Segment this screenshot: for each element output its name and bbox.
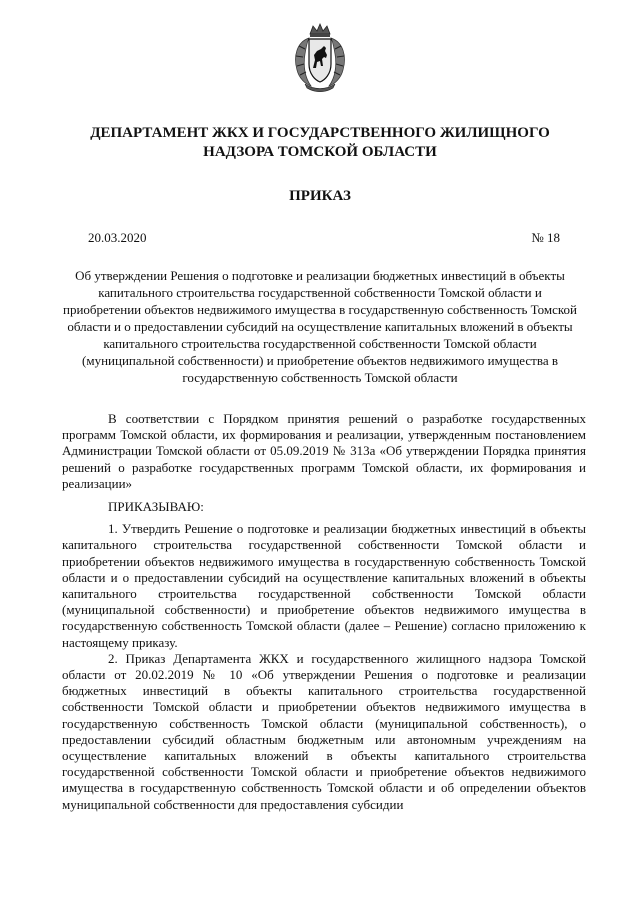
document-body <box>62 411 586 813</box>
department-title-line1: ДЕПАРТАМЕНТ ЖКХ И ГОСУДАРСТВЕННОГО ЖИЛИЩНОГО <box>90 125 550 141</box>
document-date: 20.03.2020 <box>88 230 147 245</box>
order-item-2: 2. Приказ Департамента ЖКХ и государственного жилищного надзора Томской области от 20.02.2019 № 10 «Об утверждении Решения о подготовке и реализации бюджетных инвестиций в объекты капитального строительства государственной собственности Томской области и приобретении объектов недвижимого имущества в государственную собственность Томской области (муниципальной собственность), о предоставлении субсидий областным бюджетным или автономным учреждениям на осуществление капитальных вложений в объекты капитального строительства государственной собственности Томской области и приобретение объектов недвижимого имущества в государственную собственность Томской области и об определении объектов муниципальной собственности для предоставления субсидии <box>62 650 586 812</box>
department-title <box>40 124 600 162</box>
document-subject: Об утверждении Решения о подготовке и реализации бюджетных инвестиций в объекты капитального строительства государственной собственности Томской области и приобретении объектов недвижимого имущества в государственную собственность Томской области и о предоставлении субсидий на осуществление капитальных вложений в объекты капитального строительства государственной собственности Томской области (муниципальной собственности) и приобретение объектов недвижимого имущества в государственную собственность Томской области <box>62 268 577 385</box>
document-number: № 18 <box>531 230 560 245</box>
order-word: ПРИКАЗЫВАЮ: <box>108 499 204 515</box>
preamble-paragraph: В соответствии с Порядком принятия решений о разработке государственных программ Томской области, их формирования и реализации, утвержденным постановлением Администрации Томской области от 05.09.2019 № 313а «Об утверждении Порядка принятия решений о разработке государственных программ Томской области, их формирования и реализации» <box>62 411 586 491</box>
document-type: ПРИКАЗ <box>289 188 351 204</box>
order-item-1: 1. Утвердить Решение о подготовке и реализации бюджетных инвестиций в объекты капитального строительства государственной собственности Томской области и приобретении объектов недвижимого имущества в государственную собственность Томской области и о предоставлении субсидий на осуществление капитальных вложений в объекты капитального строительства государственной собственности Томской области (муниципальной собственности) и приобретение объектов недвижимого имущества в государственную собственность Томской области (далее – Решение) согласно приложению к настоящему приказу. <box>62 521 586 650</box>
coat-of-arms-icon <box>291 22 349 94</box>
department-title-line2: НАДЗОРА ТОМСКОЙ ОБЛАСТИ <box>203 144 437 160</box>
